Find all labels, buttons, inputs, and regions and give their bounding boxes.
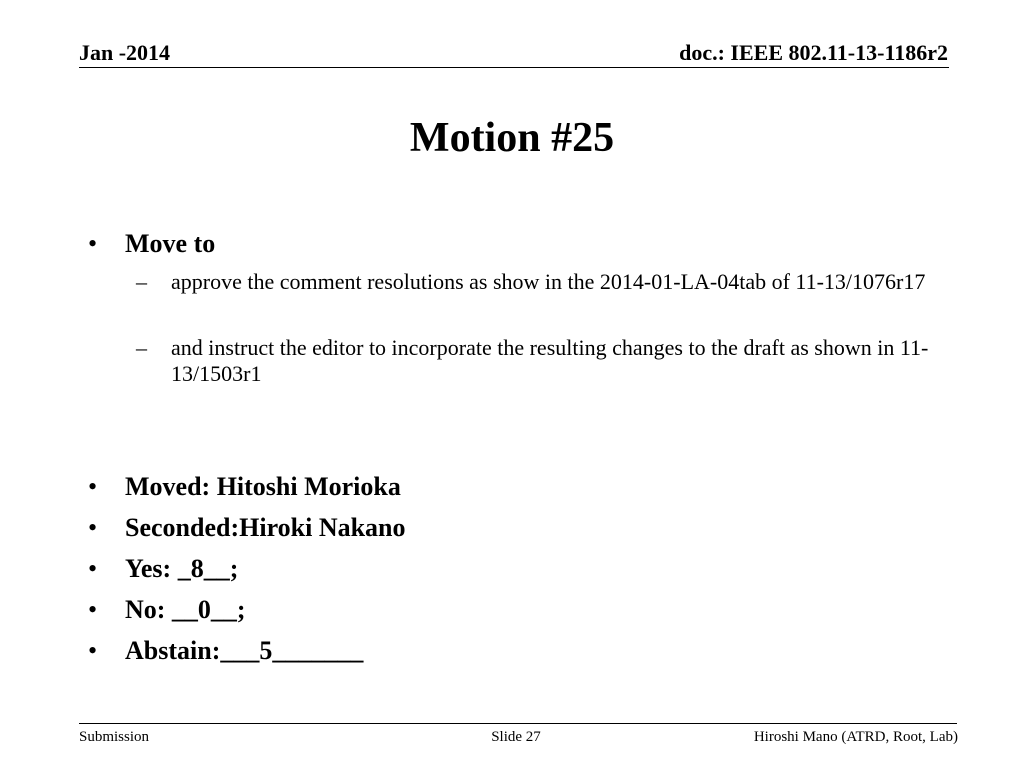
header-date: Jan -2014: [79, 40, 171, 65]
bullet-icon: •: [88, 554, 98, 583]
bullet-text: Moved: Hitoshi Morioka: [125, 472, 401, 501]
footer-slide-number: Slide 27: [491, 729, 541, 745]
bullet-text: Abstain:___5_______: [125, 636, 364, 665]
header-divider: [79, 67, 949, 68]
bullet-text: Move to: [125, 229, 216, 258]
sub-item-instruct: [136, 335, 936, 387]
bullet-item-no: [88, 595, 246, 625]
bullet-item-abstain: [88, 636, 363, 666]
sub-item-text: and instruct the editor to incorporate the resulting changes to the draft as shown in 11-13/1503r1: [171, 335, 929, 386]
dash-icon: –: [136, 269, 147, 294]
dash-icon: –: [136, 335, 147, 360]
bullet-text: No: __0__;: [125, 595, 246, 624]
bullet-item-yes: [88, 554, 238, 584]
sub-item-approve: [136, 269, 936, 295]
bullet-icon: •: [88, 229, 98, 258]
bullet-icon: •: [88, 472, 98, 501]
bullet-icon: •: [88, 636, 98, 665]
bullet-text: Yes: _8__;: [125, 554, 239, 583]
bullet-text: Seconded:Hiroki Nakano: [125, 513, 406, 542]
bullet-item-moved: [88, 472, 401, 502]
header-document-id: doc.: IEEE 802.11-13-1186r2: [679, 40, 948, 65]
bullet-icon: •: [88, 513, 98, 542]
footer-submission: Submission: [79, 729, 150, 745]
bullet-item-seconded: [88, 513, 406, 543]
bullet-icon: •: [88, 595, 98, 624]
bullet-item-move-to: [88, 229, 215, 259]
sub-item-text: approve the comment resolutions as show in the 2014-01-LA-04tab of 11-13/1076r17: [171, 269, 926, 294]
footer-divider: [79, 723, 957, 724]
footer-author: Hiroshi Mano (ATRD, Root, Lab): [753, 729, 958, 745]
slide-title: Motion #25: [409, 115, 615, 161]
